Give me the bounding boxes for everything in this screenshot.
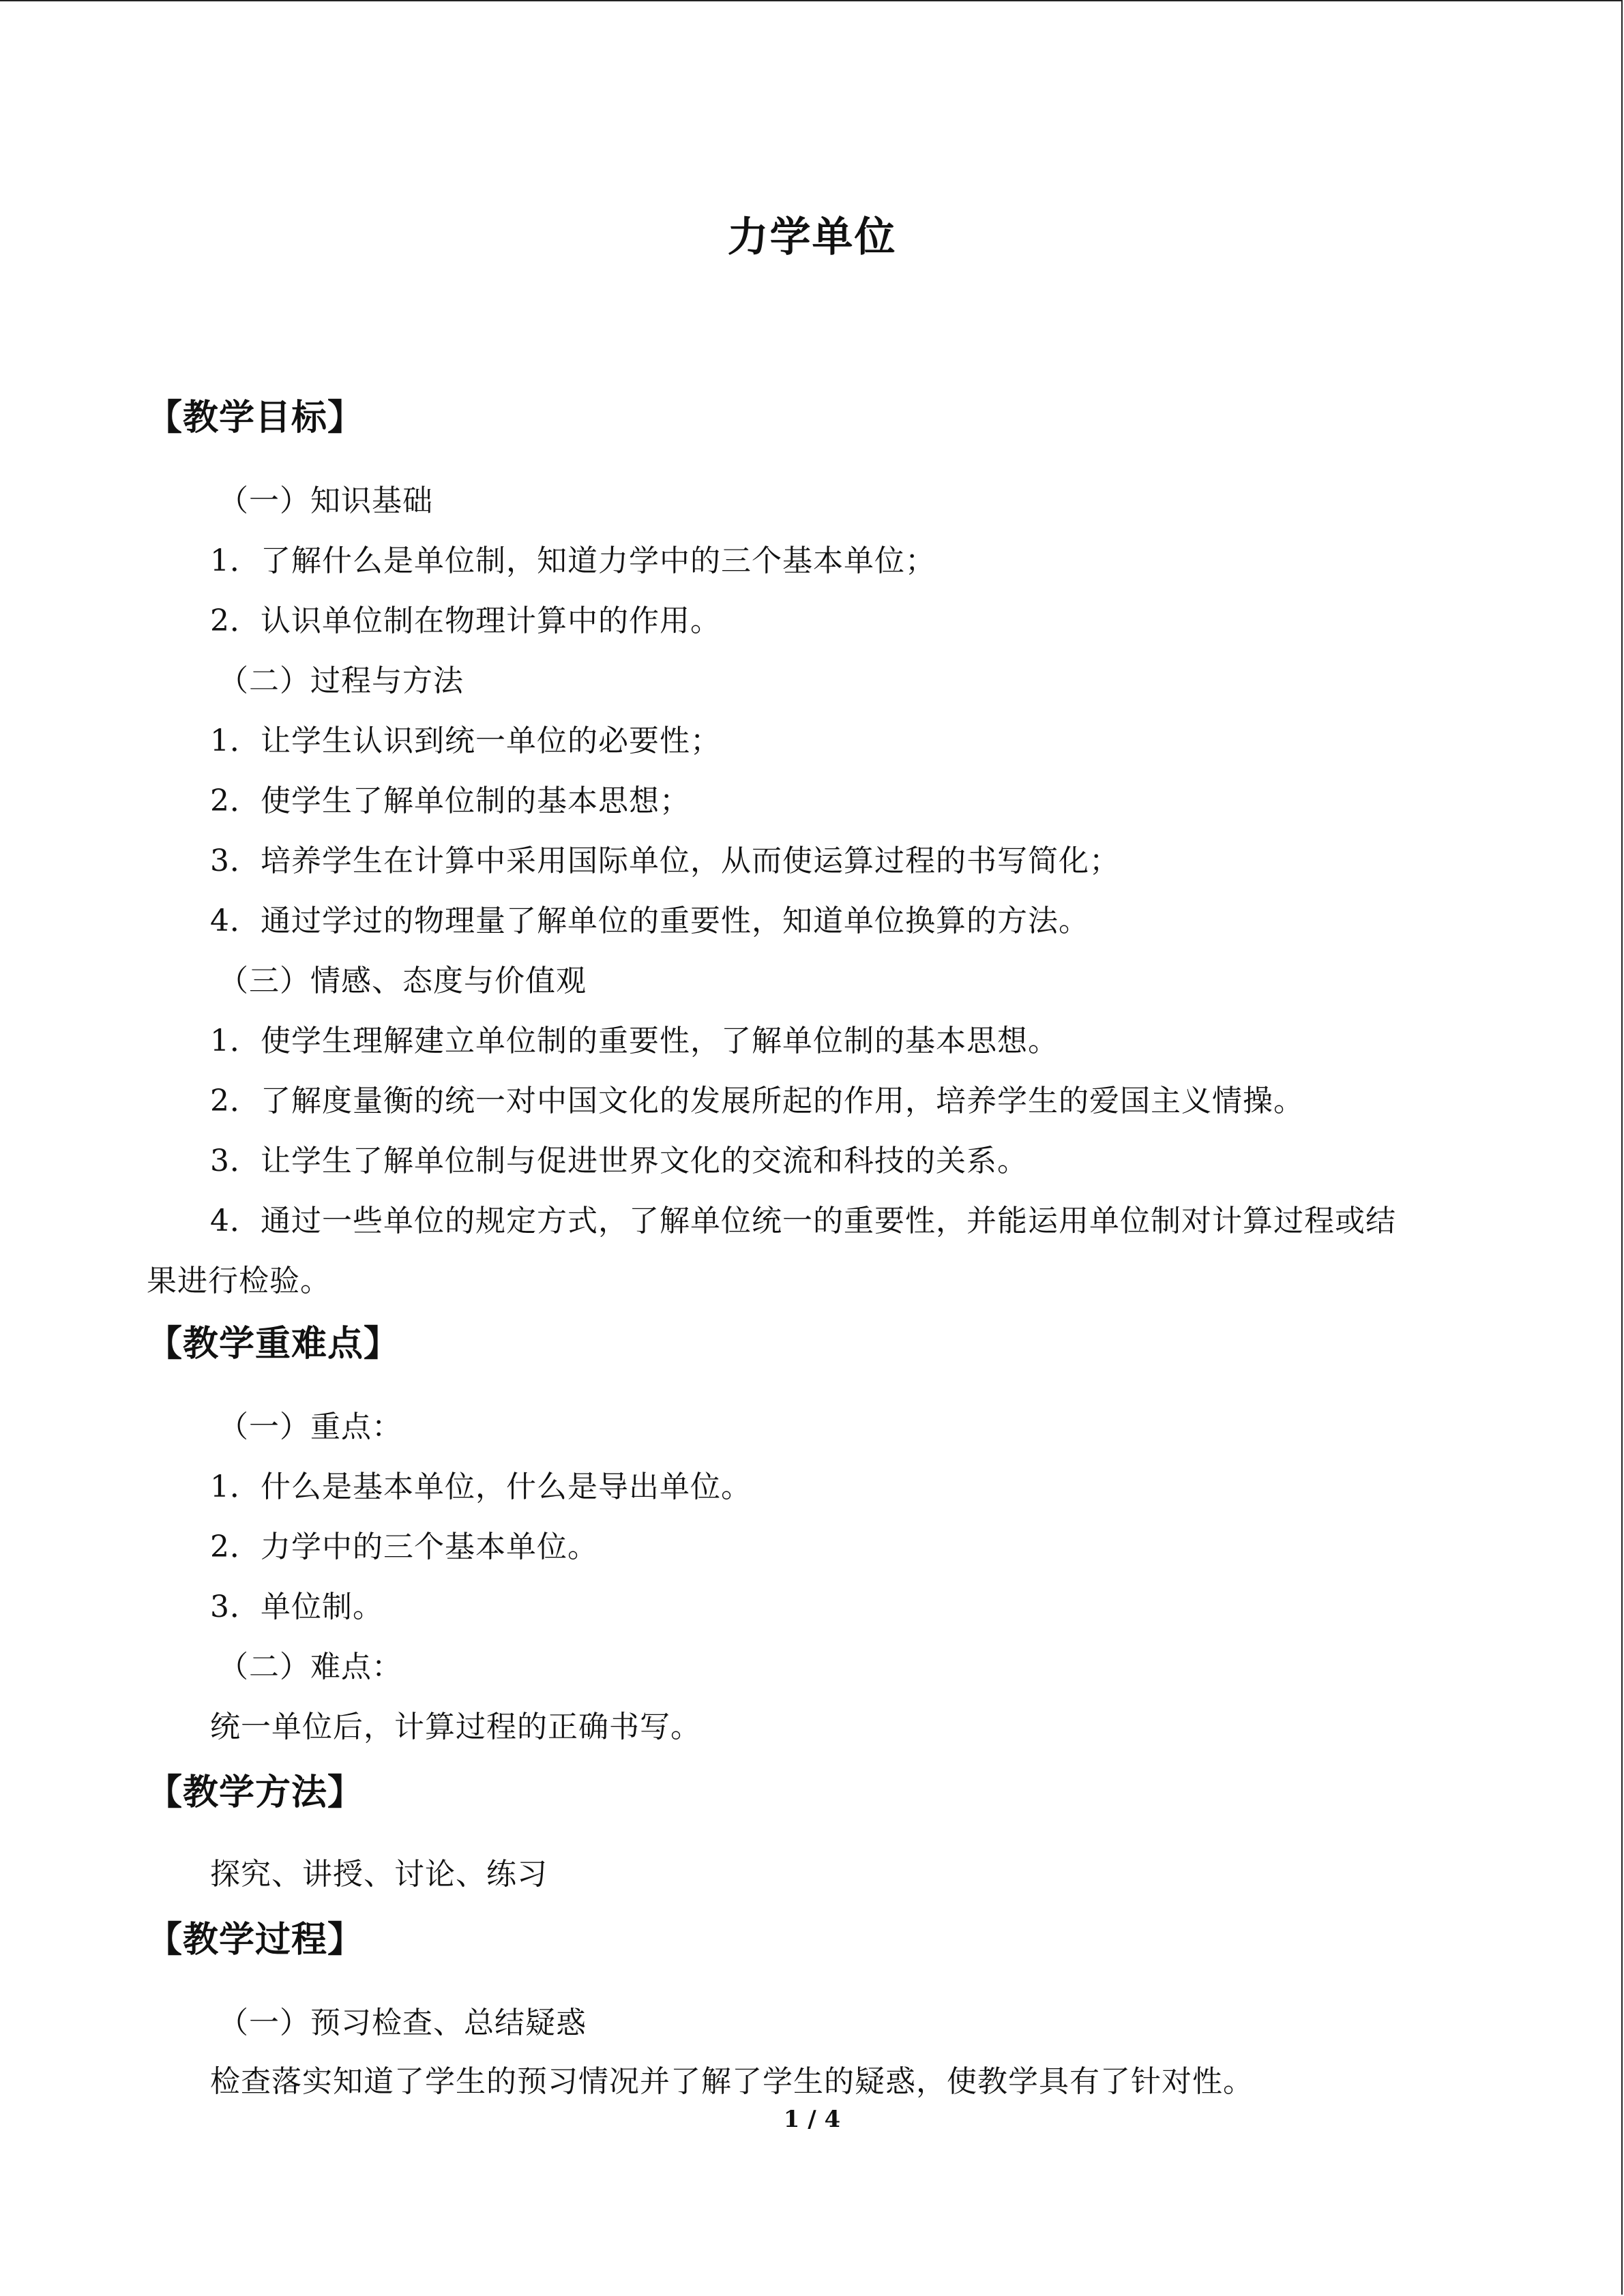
list-item: 1．使学生理解建立单位制的重要性，了解单位制的基本思想。 (210, 1024, 1059, 1058)
section-heading-objectives: 【教学目标】 (147, 398, 364, 438)
list-item: 2．认识单位制在物理计算中的作用。 (210, 603, 721, 638)
list-item: 3．单位制。 (210, 1590, 383, 1624)
list-item: 2．了解度量衡的统一对中国文化的发展所起的作用，培养学生的爱国主义情操。 (210, 1084, 1304, 1118)
list-item: 1．了解什么是单位制，知道力学中的三个基本单位； (210, 543, 936, 578)
list-item: 1．什么是基本单位，什么是导出单位。 (210, 1470, 752, 1504)
subsection-label-step1: （一）预习检查、总结疑惑 (218, 2006, 587, 2040)
list-item: 3．让学生了解单位制与促进世界文化的交流和科技的关系。 (210, 1144, 1028, 1178)
subsection-label-emotion: （三）情感、态度与价值观 (218, 964, 587, 998)
page-number: 1 / 4 (783, 2106, 841, 2133)
list-item: 4．通过学过的物理量了解单位的重要性，知道单位换算的方法。 (210, 904, 1089, 938)
section-heading-keypoints: 【教学重难点】 (147, 1324, 400, 1365)
subsection-label-knowledge: （一）知识基础 (218, 483, 433, 518)
subsection-label-key: （一）重点： (218, 1410, 402, 1444)
list-item: 2．力学中的三个基本单位。 (210, 1530, 598, 1564)
list-item-continuation: 果进行检验。 (147, 1264, 331, 1298)
paragraph: 探究、讲授、讨论、练习 (210, 1857, 548, 1892)
list-item: 4．通过一些单位的规定方式，了解单位统一的重要性，并能运用单位制对计算过程或结 (210, 1204, 1396, 1238)
list-item: 2．使学生了解单位制的基本思想； (210, 784, 690, 818)
section-heading-methods: 【教学方法】 (147, 1772, 364, 1813)
document-title: 力学单位 (727, 213, 897, 261)
section-heading-process: 【教学过程】 (147, 1920, 364, 1960)
list-item: 3．培养学生在计算中采用国际单位，从而使运算过程的书写简化； (210, 844, 1120, 878)
subsection-label-process: （二）过程与方法 (218, 664, 464, 698)
subsection-label-difficult: （二）难点： (218, 1650, 402, 1684)
paragraph: 统一单位后，计算过程的正确书写。 (210, 1710, 701, 1744)
list-item: 1．让学生认识到统一单位的必要性； (210, 724, 721, 758)
paragraph: 检查落实知道了学生的预习情况并了解了学生的疑惑，使教学具有了针对性。 (210, 2064, 1254, 2099)
